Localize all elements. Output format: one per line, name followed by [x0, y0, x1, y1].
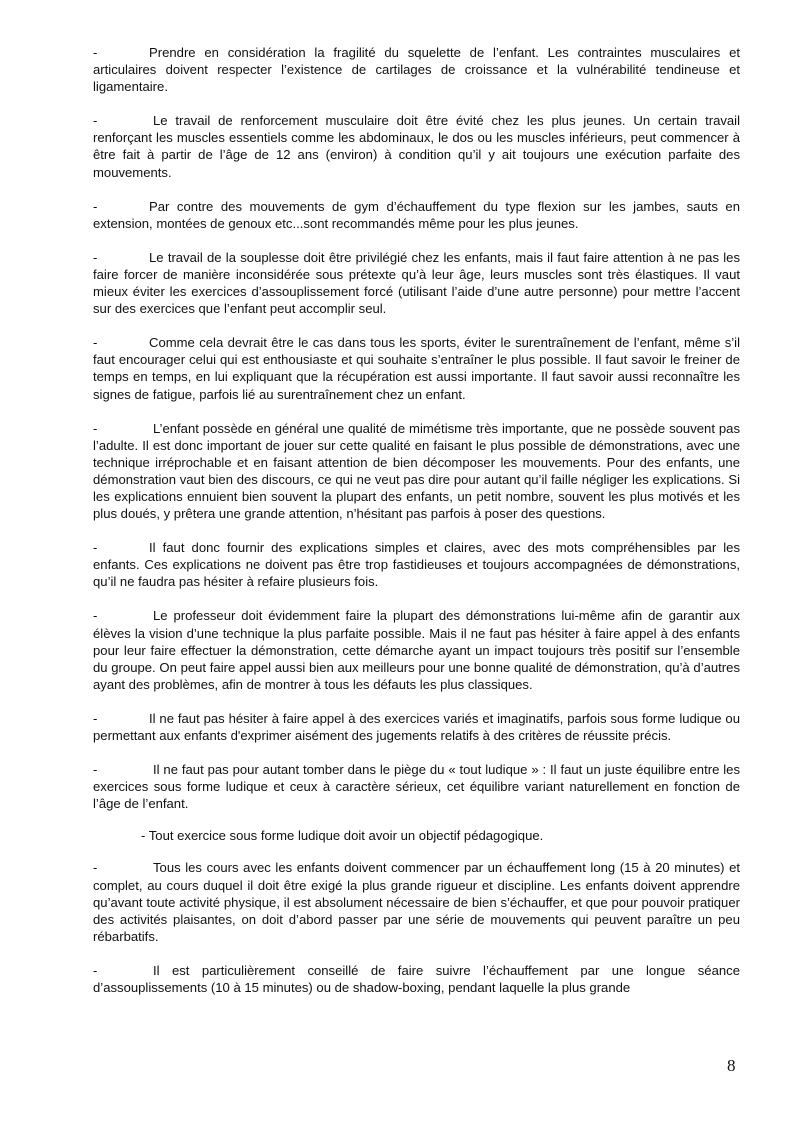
paragraph-3 — [93, 198, 740, 232]
list-dash: - — [93, 45, 98, 60]
paragraph-text: Il faut donc fournir des explications simples et claires, avec des mots compréhensibles par les enfants. Ces explications ne doivent pas être trop fastidieuses et toujours accompagnées de démonstrations, qu’il ne faudra pas hésiter à refaire plusieurs fois. — [93, 540, 740, 590]
paragraph-7 — [93, 539, 740, 590]
paragraph-text: Tous les cours avec les enfants doivent commencer par un échauffement long (15 à 20 minutes) et complet, au cours duquel il doit être exigé la plus grande rigueur et discipline. Les enfants doivent apprendre qu’avant toute activité physique, il est absolument nécessaire de bien s’échauffer, et que pour pouvoir pratiquer des activités plaisantes, on doit d’abord passer par une série de mouvements qui peuvent paraître un peu rébarbatifs. — [93, 860, 740, 944]
paragraph-5 — [93, 334, 740, 402]
paragraph-1 — [93, 44, 740, 95]
list-dash: - — [93, 962, 98, 978]
paragraph-text: - Tout exercice sous forme ludique doit avoir un objectif pédagogique. — [141, 828, 544, 844]
paragraph-4 — [93, 249, 740, 317]
list-dash: - — [93, 860, 98, 876]
paragraph-text: Il ne faut pas hésiter à faire appel à des exercices variés et imaginatifs, parfois sous forme ludique ou permettant aux enfants d'exprimer aisément des jugements relatifs à des critères de réussite précis. — [93, 710, 740, 743]
paragraph-text: L’enfant possède en général une qualité de mimétisme très importante, que ne possède souvent pas l’adulte. Il est donc important de jouer sur cette qualité en faisant le plus possible de démonstrations, avec une technique irréprochable et en faisant attention de bien décomposer les mouvements. Pour des enfants, une démonstration vaut bien des discours, ce qui ne veut pas dire pour autant qu’il faille négliger les explications. Si les explications ennuient bien souvent la plupart des enfants, un petit nombre, souvent les plus motivés et les plus doués, y prêtera une grande attention, n’hésitant pas parfois à poser des questions. — [93, 420, 740, 522]
list-dash: - — [93, 198, 98, 214]
page-number: 8 — [727, 1056, 736, 1075]
paragraph-text: Le travail de la souplesse doit être privilégié chez les enfants, mais il faut faire attention à ne pas les faire forcer de manière inconsidérée sous prétexte qu’à leur âge, leurs muscles sont très élastiques. Il vaut mieux éviter les exercices d’assouplissement forcé (utilisant l’aide d’une autre personne) pour mettre l’accent sur des exercices que l’enfant peut accomplir seul. — [93, 249, 740, 317]
list-dash: - — [93, 420, 98, 436]
paragraph-8 — [93, 607, 740, 692]
paragraph-12 — [93, 859, 740, 944]
list-dash: - — [93, 335, 98, 351]
document-body — [93, 44, 740, 1013]
list-dash: - — [93, 540, 98, 556]
list-dash: - — [93, 249, 98, 265]
paragraph-text: Le travail de renforcement musculaire doit être évité chez les plus jeunes. Un certain travail renforçant les muscles essentiels comme les abdominaux, le dos ou les muscles inférieurs, peut commencer à être fait à partir de l’âge de 12 ans (environ) à condition qu’il y ait toujours une exécution parfaite des mouvements. — [93, 113, 740, 180]
paragraph-10 — [93, 761, 740, 812]
paragraph-6 — [93, 420, 740, 523]
paragraph-text: Prendre en considération la fragilité du squelette de l’enfant. Les contraintes musculaires et articulaires doivent respecter l’existence de cartilages de croissance et la vulnérabilité tendineuse et ligamentaire. — [93, 45, 740, 95]
paragraph-text: Le professeur doit évidemment faire la plupart des démonstrations lui-même afin de garantir aux élèves la vision d’une technique la plus parfaite possible. Mais il ne faut pas hésiter à faire appel à des enfants pour leur faire effectuer la démonstration, cette démarche ayant un impact toujours très positif sur l’ensemble du groupe. On peut faire appel aussi bien aux meilleurs pour une bonne qualité de démonstration, qu’à d’autres ayant des problèmes, afin de montrer à tous les défauts les plus classiques. — [93, 608, 740, 692]
paragraph-text: Il ne faut pas pour autant tomber dans le piège du « tout ludique » : Il faut un juste équilibre entre les exercices sous forme ludique et ceux à caractère sérieux, cet équilibre variant naturellement en fonction de l’âge de l’enfant. — [93, 762, 740, 812]
paragraph-11 — [93, 827, 740, 844]
list-dash: - — [93, 113, 98, 129]
paragraph-9 — [93, 710, 740, 744]
list-dash: - — [93, 608, 98, 624]
paragraph-text: Comme cela devrait être le cas dans tous les sports, éviter le surentraînement de l’enfant, même s’il faut encourager celui qui est enthousiaste et qui souhaite s’entraîner le plus possible. Il faut savoir le freiner de temps en temps, en lui expliquant que la récupération est aussi importante. Il faut savoir aussi reconnaître les signes de fatigue, parfois lié au surentraînement chez un enfant. — [93, 335, 740, 402]
list-dash: - — [93, 710, 98, 726]
paragraph-2 — [93, 112, 740, 180]
paragraph-text: Il est particulièrement conseillé de faire suivre l’échauffement par une longue séance d’assouplissements (10 à 15 minutes) ou de shadow-boxing, pendant laquelle la plus grande — [93, 962, 740, 996]
list-dash: - — [93, 762, 98, 778]
paragraph-text: Par contre des mouvements de gym d’échauffement du type flexion sur les jambes, sauts en extension, montées de genoux etc...sont recommandés même pour les plus jeunes. — [93, 198, 740, 231]
paragraph-13 — [93, 962, 740, 996]
